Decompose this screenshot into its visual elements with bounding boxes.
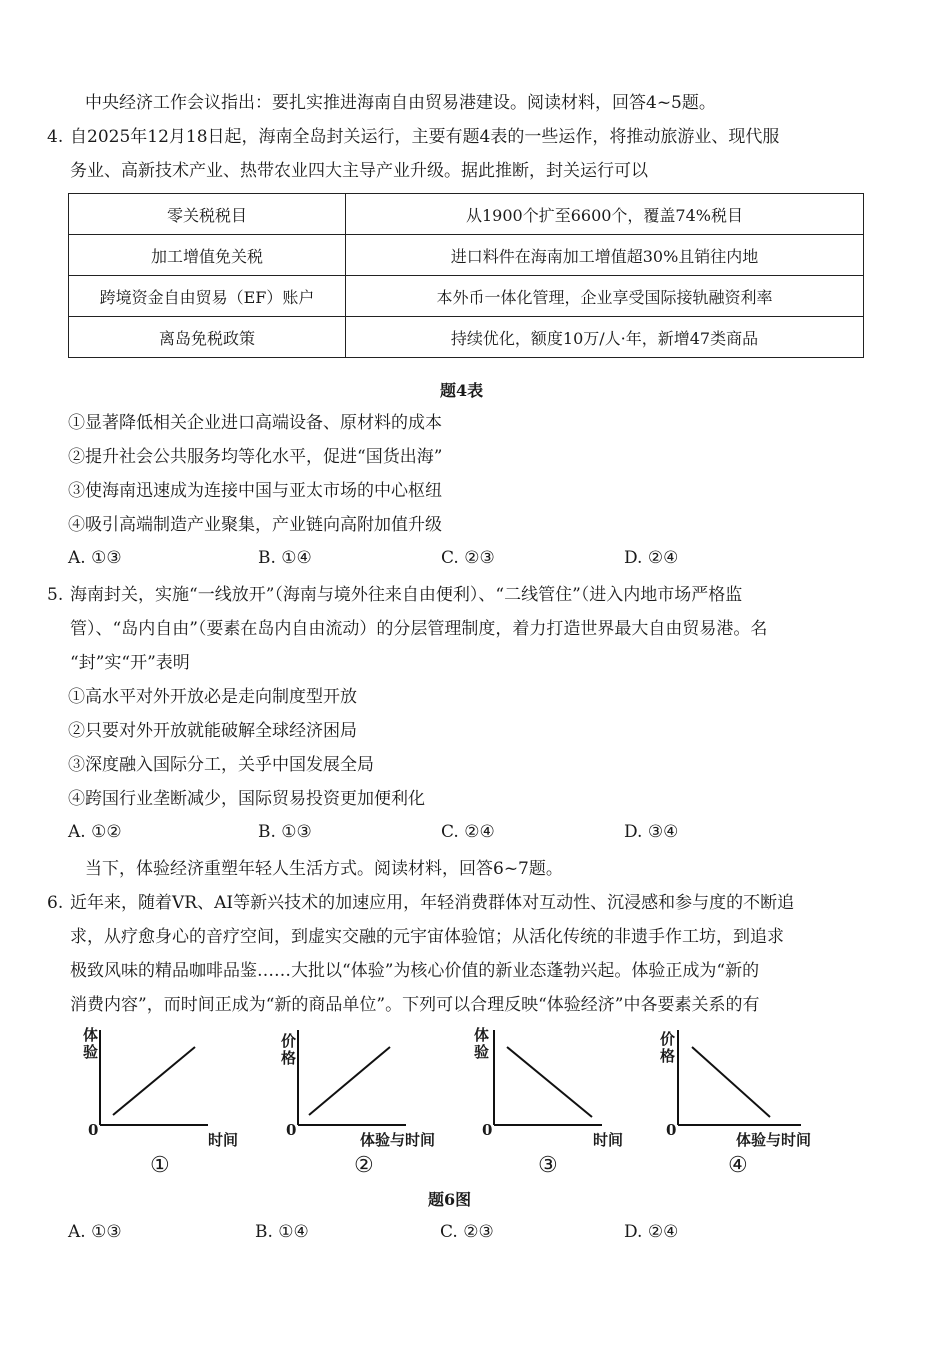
question-stem: 近年来，随着VR、AI等新兴技术的加速应用，年轻消费群体对互动性、沉浸感和参与度的不断追 [70, 893, 795, 913]
table-row [69, 194, 864, 235]
intro-text-q4-5: 中央经济工作会议指出：要扎实推进海南自由贸易港建设。阅读材料，回答4~5题。 [85, 93, 716, 113]
choice-d[interactable]: D. ②④ [624, 1222, 679, 1242]
y-axis-label: 价格 [660, 1030, 676, 1065]
graph-3 [472, 1025, 642, 1205]
table-cell: 加工增值免关税 [69, 235, 346, 276]
trend-line-up [309, 1047, 390, 1115]
graph-axes [656, 1025, 826, 1205]
table-cell: 本外币一体化管理，企业享受国际接轨融资利率 [346, 276, 864, 317]
x-axis-label: 时间 [593, 1131, 624, 1149]
graph-number: ③ [538, 1153, 558, 1178]
trend-line-up [113, 1047, 195, 1115]
table-cell: 零关税税目 [69, 194, 346, 235]
choice-b[interactable]: B. ①④ [258, 548, 312, 568]
graph-2 [276, 1025, 446, 1205]
x-axis-label: 时间 [208, 1131, 239, 1149]
question-stem: 求，从疗愈身心的音疗空间，到虚实交融的元宇宙体验馆；从活化传统的非遗手作工坊，到追求 [70, 927, 784, 947]
table-row [69, 276, 864, 317]
statement-item: ④吸引高端制造产业聚集，产业链向高附加值升级 [68, 515, 442, 535]
table-cell: 从1900个扩至6600个，覆盖74%税目 [346, 194, 864, 235]
table-cell: 持续优化，额度10万/人·年，新增47类商品 [346, 317, 864, 358]
choice-b[interactable]: B. ①③ [258, 822, 312, 842]
graph-number: ① [150, 1153, 170, 1178]
choice-c[interactable]: C. ②③ [441, 548, 495, 568]
question-number: 4. [47, 127, 64, 147]
choice-b[interactable]: B. ①④ [255, 1222, 309, 1242]
graph-axes [276, 1025, 446, 1205]
statement-item: ②只要对外开放就能破解全球经济困局 [68, 721, 357, 741]
origin-label: 0 [88, 1121, 99, 1139]
table-cell: 离岛免税政策 [69, 317, 346, 358]
origin-label: 0 [482, 1121, 493, 1139]
figure-caption: 题6图 [428, 1190, 472, 1209]
table-cell: 进口料件在海南加工增值超30%且销往内地 [346, 235, 864, 276]
question-stem: 自2025年12月18日起，海南全岛封关运行，主要有题4表的一些运作，将推动旅游业、现代服 [70, 127, 780, 147]
choice-a[interactable]: A. ①③ [68, 1222, 122, 1242]
question-stem: 消费内容”，而时间正成为“新的商品单位”。下列可以合理反映“体验经济”中各要素关系的有 [70, 995, 760, 1015]
table-row [69, 235, 864, 276]
origin-label: 0 [286, 1121, 297, 1139]
question-stem: 务业、高新技术产业、热带农业四大主导产业升级。据此推断，封关运行可以 [70, 161, 648, 181]
table-caption: 题4表 [440, 381, 484, 400]
choice-a[interactable]: A. ①③ [68, 548, 122, 568]
statement-item: ③深度融入国际分工，关乎中国发展全局 [68, 755, 374, 775]
question-number: 6. [47, 893, 64, 913]
x-axis-label: 体验与时间 [736, 1131, 812, 1149]
graph-number: ④ [728, 1153, 748, 1178]
graph-number: ② [354, 1153, 374, 1178]
table-cell: 跨境资金自由贸易（EF）账户 [69, 276, 346, 317]
statement-item: ④跨国行业垄断减少，国际贸易投资更加便利化 [68, 789, 425, 809]
x-axis-label: 体验与时间 [360, 1131, 436, 1149]
question-stem: 极致风味的精品咖啡品鉴……大批以“体验”为核心价值的新业态蓬勃兴起。体验正成为“新的 [70, 961, 760, 981]
policy-table [68, 193, 864, 358]
choice-d[interactable]: D. ②④ [624, 548, 679, 568]
y-axis-label: 体验 [83, 1026, 99, 1061]
trend-line-down [692, 1047, 770, 1117]
choice-d[interactable]: D. ③④ [624, 822, 679, 842]
choice-c[interactable]: C. ②④ [441, 822, 495, 842]
statement-item: ②提升社会公共服务均等化水平，促进“国货出海” [68, 447, 443, 467]
question-stem: 管）、“岛内自由”（要素在岛内自由流动）的分层管理制度，着力打造世界最大自由贸易港。名 [70, 619, 768, 639]
origin-label: 0 [666, 1121, 677, 1139]
trend-line-down [507, 1047, 592, 1117]
question-stem: “封”实“开”表明 [70, 653, 190, 673]
graph-axes [472, 1025, 642, 1205]
question-stem: 海南封关，实施“一线放开”（海南与境外往来自由便利）、“二线管住”（进入内地市场严格监 [70, 585, 743, 605]
graph-4 [656, 1025, 826, 1205]
table-row [69, 317, 864, 358]
statement-item: ③使海南迅速成为连接中国与亚太市场的中心枢纽 [68, 481, 442, 501]
choice-c[interactable]: C. ②③ [440, 1222, 494, 1242]
question-number: 5. [47, 585, 64, 605]
y-axis-label: 体验 [474, 1026, 490, 1061]
statement-item: ①显著降低相关企业进口高端设备、原材料的成本 [68, 413, 442, 433]
statement-item: ①高水平对外开放必是走向制度型开放 [68, 687, 357, 707]
graph-axes [78, 1025, 248, 1205]
choice-a[interactable]: A. ①② [68, 822, 122, 842]
graph-1 [78, 1025, 248, 1205]
y-axis-label: 价格 [281, 1032, 297, 1067]
intro-text-q6-7: 当下，体验经济重塑年轻人生活方式。阅读材料，回答6~7题。 [85, 859, 563, 879]
